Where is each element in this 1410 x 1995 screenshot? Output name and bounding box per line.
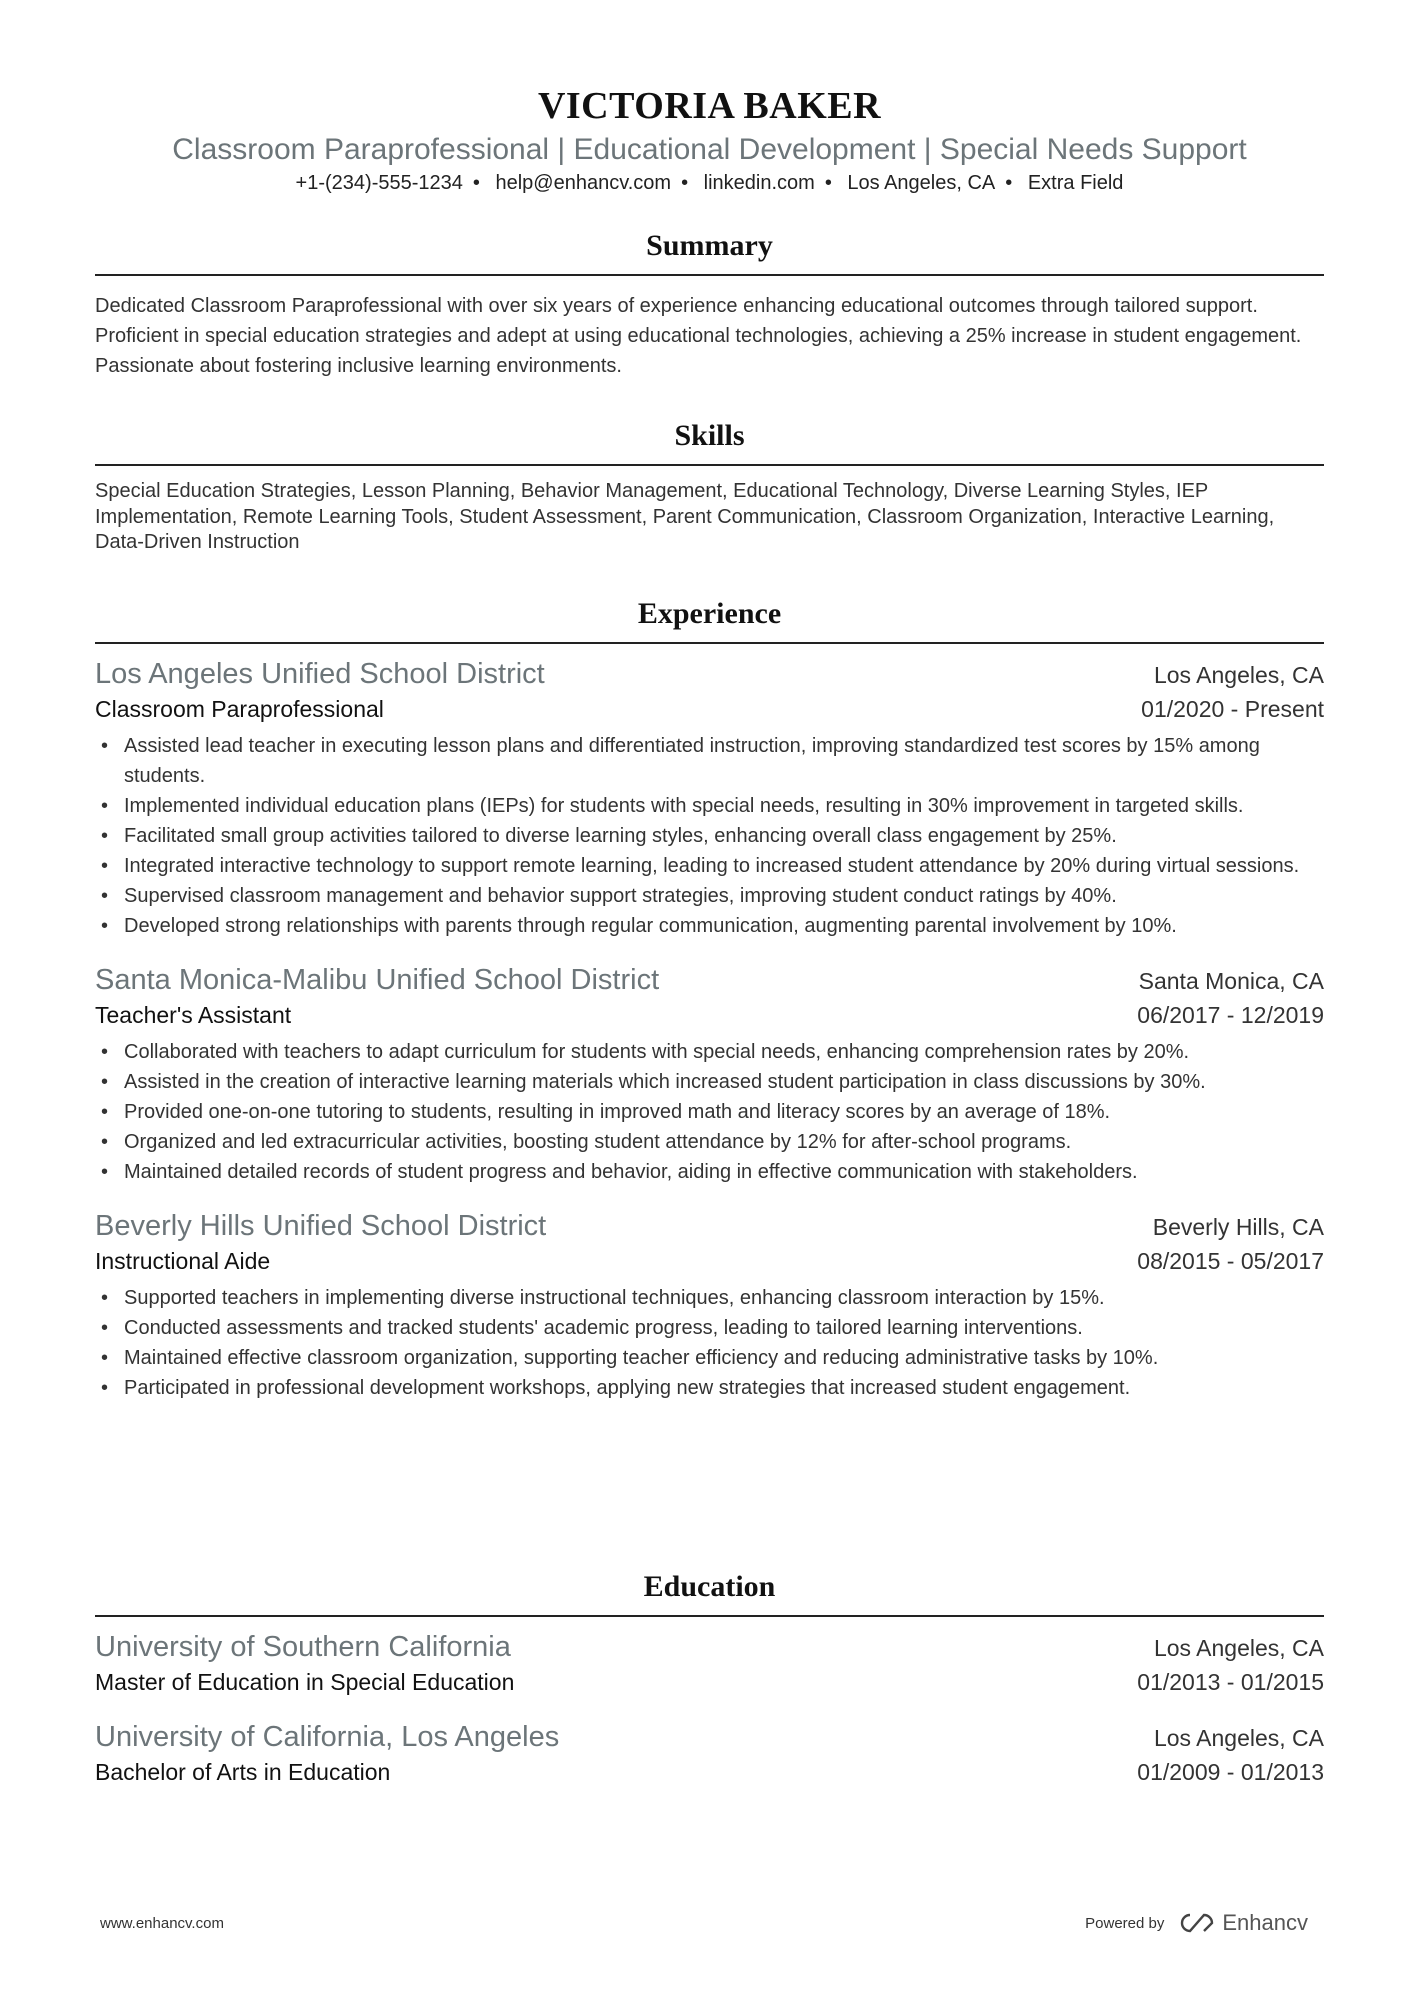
- skills-section: [95, 418, 1324, 556]
- job-bullet: • Assisted lead teacher in executing lesson plans and differentiated instruction, improving standardized test scores by 15% among students.: [95, 731, 1324, 791]
- linkedin[interactable]: linkedin.com: [703, 172, 815, 194]
- school-location: Los Angeles, CA: [1153, 1635, 1324, 1661]
- job-bullet: • Conducted assessments and tracked students' academic progress, leading to tailored learning interventions.: [95, 1313, 1324, 1343]
- job-entry: [95, 656, 1324, 941]
- section-heading: Skills: [95, 418, 1324, 466]
- job-bullet: • Provided one-on-one tutoring to students, resulting in improved math and literacy scores by an average of 18%.: [95, 1097, 1324, 1127]
- job-bullet: • Facilitated small group activities tailored to diverse learning styles, enhancing overall class engagement by 25%.: [95, 821, 1324, 851]
- candidate-title: Classroom Paraprofessional | Educational Development | Special Needs Support: [172, 133, 1247, 166]
- school-name: University of Southern California: [95, 1631, 511, 1663]
- contact-line: +1-(234)-555-1234 • help@enhancv.com • linkedin.com • Los Angeles, CA • Extra Field: [295, 172, 1124, 194]
- job-bullet: • Participated in professional development workshops, applying new strategies that increased student engagement.: [95, 1373, 1324, 1403]
- job-entry: [95, 962, 1324, 1187]
- job-entry: [95, 1208, 1324, 1403]
- job-bullets: [95, 731, 1324, 941]
- company-name: Santa Monica-Malibu Unified School District: [95, 964, 660, 996]
- job-dates: 08/2015 - 05/2017: [1137, 1248, 1324, 1274]
- job-role: Instructional Aide: [95, 1248, 271, 1274]
- education-dates: 01/2009 - 01/2013: [1137, 1759, 1324, 1785]
- degree: Bachelor of Arts in Education: [95, 1759, 391, 1785]
- education-dates: 01/2013 - 01/2015: [1137, 1669, 1324, 1695]
- job-dates: 06/2017 - 12/2019: [1137, 1002, 1324, 1028]
- company-name: Los Angeles Unified School District: [95, 658, 545, 690]
- job-location: Beverly Hills, CA: [1152, 1214, 1324, 1240]
- summary-text: Dedicated Classroom Paraprofessional with over six years of experience enhancing educational outcomes through tailored support. Proficient in special education strategies and adept at using educational technologies, achieving a 25% increase in student engagement. Passionate about fostering inclusive learning environments.: [95, 295, 1302, 377]
- section-heading: Summary: [95, 228, 1324, 276]
- job-bullets: [95, 1037, 1324, 1187]
- job-bullet: • Assisted in the creation of interactive learning materials which increased student participation in class discussions by 30%.: [95, 1067, 1324, 1097]
- education-entry: [95, 1629, 1324, 1698]
- job-bullet: • Organized and led extracurricular activities, boosting student attendance by 12% for after-school programs.: [95, 1127, 1324, 1157]
- brand-name: Enhancv: [1222, 1910, 1308, 1935]
- job-role: Classroom Paraprofessional: [95, 696, 384, 722]
- job-bullet: • Supported teachers in implementing diverse instructional techniques, enhancing classroom interaction by 15%.: [95, 1283, 1324, 1313]
- enhancv-logo-icon: [1178, 1912, 1216, 1934]
- skills-text: Special Education Strategies, Lesson Planning, Behavior Management, Educational Technology, Diverse Learning Styles, IEP Implementation, Remote Learning Tools, Student Assessment, Parent Communication, Classroom Organization, Interactive Learning, Data-Driven Instruction: [95, 480, 1275, 554]
- job-bullet: • Developed strong relationships with parents through regular communication, augmenting parental involvement by 10%.: [95, 911, 1324, 941]
- job-location: Los Angeles, CA: [1153, 662, 1324, 688]
- powered-by-label: Powered by: [1085, 1914, 1165, 1932]
- school-name: University of California, Los Angeles: [95, 1721, 560, 1753]
- degree: Master of Education in Special Education: [95, 1669, 515, 1695]
- job-role: Teacher's Assistant: [95, 1002, 292, 1028]
- school-location: Los Angeles, CA: [1153, 1725, 1324, 1751]
- job-dates: 01/2020 - Present: [1141, 696, 1324, 722]
- resume-header: [95, 82, 1324, 196]
- footer-website[interactable]: www.enhancv.com: [100, 1914, 224, 1932]
- job-bullet: • Integrated interactive technology to support remote learning, leading to increased student attendance by 20% during virtual sessions.: [95, 851, 1324, 881]
- location: Los Angeles, CA: [847, 172, 996, 194]
- section-heading: Education: [95, 1569, 1324, 1617]
- job-location: Santa Monica, CA: [1138, 968, 1324, 994]
- company-name: Beverly Hills Unified School District: [95, 1210, 547, 1242]
- phone: +1-(234)-555-1234: [295, 172, 463, 194]
- summary-section: [95, 228, 1324, 381]
- enhancv-logo: [1178, 1910, 1308, 1936]
- job-bullet: • Collaborated with teachers to adapt curriculum for students with special needs, enhancing comprehension rates by 20%.: [95, 1037, 1324, 1067]
- job-bullets: [95, 1283, 1324, 1403]
- email[interactable]: help@enhancv.com: [495, 172, 672, 194]
- education-entry: [95, 1719, 1324, 1788]
- education-section: [95, 1569, 1324, 1788]
- job-bullet: • Supervised classroom management and behavior support strategies, improving student conduct ratings by 40%.: [95, 881, 1324, 911]
- footer: [100, 1910, 1308, 1936]
- extra-field: Extra Field: [1027, 172, 1124, 194]
- candidate-name: VICTORIA BAKER: [537, 85, 882, 127]
- job-bullet: • Maintained detailed records of student progress and behavior, aiding in effective communication with stakeholders.: [95, 1157, 1324, 1187]
- experience-section: [95, 596, 1324, 1403]
- job-bullet: • Maintained effective classroom organization, supporting teacher efficiency and reducing administrative tasks by 10%.: [95, 1343, 1324, 1373]
- job-bullet: • Implemented individual education plans (IEPs) for students with special needs, resulting in 30% improvement in targeted skills.: [95, 791, 1324, 821]
- section-heading: Experience: [95, 596, 1324, 644]
